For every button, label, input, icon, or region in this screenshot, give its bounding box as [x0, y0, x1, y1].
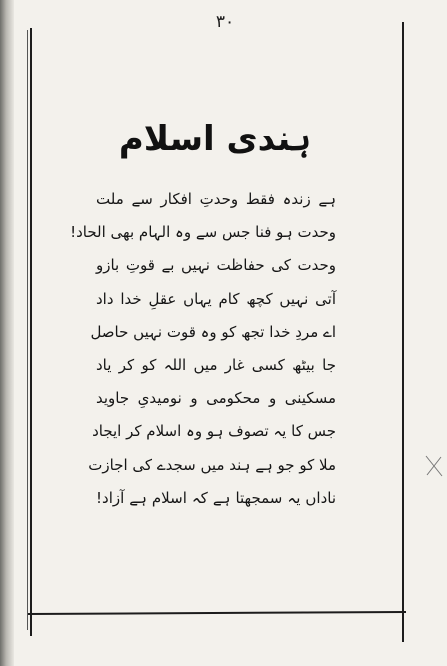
verse-line: ملا کو جو ہے ہند میں سجدے کی اجازت — [88, 455, 336, 474]
left-margin-rule-thin — [27, 30, 28, 630]
verse-line: جس کا یہ تصوف ہو وہ اسلام کر ایجاد — [92, 422, 336, 441]
verse-line: وحدت ہو فنا جس سے وہ الہام بھی الحاد! — [70, 223, 336, 242]
verse-line: ہے زندہ فقط وحدتِ افکار سے ملت — [96, 190, 336, 208]
right-margin-rule — [402, 22, 404, 642]
margin-pencil-mark — [423, 452, 445, 480]
verse-line: آتی نہیں کچھ کام یہاں عقلِ خدا داد — [96, 289, 336, 308]
left-margin-rule — [30, 28, 32, 636]
book-binding-shadow — [0, 0, 14, 666]
verse-line: مسکینی و محکومی و نومیدیِ جاوید — [96, 389, 336, 408]
page-number: ۳۰ — [215, 12, 235, 32]
poem-body — [70, 183, 336, 515]
verse-line: ناداں یہ سمجھتا ہے کہ اسلام ہے آزاد! — [96, 488, 336, 507]
verse-line: اے مردِ خدا تجھ کو وہ قوت نہیں حاصل — [90, 322, 336, 341]
verse-line: وحدت کی حفاظت نہیں بے قوتِ بازو — [96, 256, 336, 275]
poem-title: ہندی اسلام — [118, 119, 312, 159]
bottom-rule — [28, 611, 406, 615]
verse-line: جا بیٹھ کسی غار میں اللہ کو کر یاد — [96, 355, 336, 374]
